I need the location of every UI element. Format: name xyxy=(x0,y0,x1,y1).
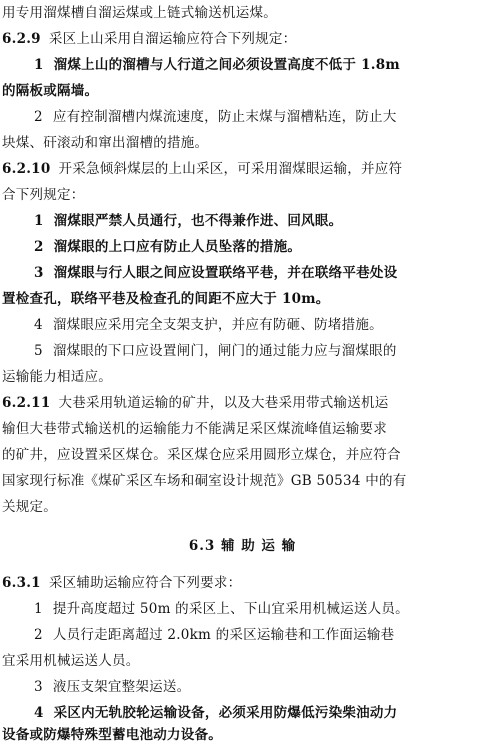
text-line: 置检查孔，联络平巷及检查孔的间距不应大于 10m。 xyxy=(2,291,330,307)
item-number: 3 xyxy=(34,679,43,695)
list-item: 4 溜煤眼应采用完全支架支护，并应有防砸、防堵措施。 xyxy=(34,317,383,333)
text-line: 块煤、矸滚动和窜出溜槽的措施。 xyxy=(2,135,209,151)
clause-number: 6.2.9 xyxy=(2,31,41,47)
section-heading: 6.3 辅 助 运 输 xyxy=(188,538,297,554)
text-line: 关规定。 xyxy=(2,499,57,515)
item-number: 2 xyxy=(34,239,44,255)
text-line: 国家现行标准《煤矿采区车场和硐室设计规范》GB 50534 中的有 xyxy=(2,473,407,489)
clause-number: 6.3.1 xyxy=(2,575,41,591)
clause-6-3-1: 6.3.1 采区辅助运输应符合下列要求： xyxy=(2,575,242,591)
item-number: 4 xyxy=(34,705,44,721)
clause-number: 6.2.11 xyxy=(2,395,51,411)
list-item: 2 应有控制溜槽内煤流速度，防止末煤与溜槽粘连，防止大 xyxy=(34,109,397,125)
list-item: 5 溜煤眼的下口应设置闸门，闸门的通过能力应与溜煤眼的 xyxy=(34,343,397,359)
text-line: 的隔板或隔墙。 xyxy=(2,83,99,99)
text-line: 用专用溜煤槽自溜运煤或上链式输送机运煤。 xyxy=(2,5,277,21)
list-item: 2 人员行走距离超过 2.0km 的采区运输巷和工作面运输巷 xyxy=(34,627,395,643)
text-line: 合下列规定： xyxy=(2,187,85,203)
item-number: 3 xyxy=(34,265,44,281)
clause-6-2-9: 6.2.9 采区上山采用自溜运输应符合下列规定： xyxy=(2,31,297,47)
item-number: 2 xyxy=(34,109,43,125)
list-item: 1 溜煤眼严禁人员通行，也不得兼作进、回风眼。 xyxy=(34,213,343,229)
clause-6-2-10: 6.2.10 开采急倾斜煤层的上山采区，可采用溜煤眼运输，并应符 xyxy=(2,161,403,177)
item-number: 1 xyxy=(34,57,44,73)
text-line: 运输能力相适应。 xyxy=(2,369,112,385)
clause-6-2-11: 6.2.11 大巷采用轨道运输的矿井，以及大巷采用带式输送机运 xyxy=(2,395,389,411)
list-item: 1 提升高度超过 50m 的采区上、下山宜采用机械运送人员。 xyxy=(34,601,409,617)
text-line: 设备或防爆特殊型蓄电池动力设备。 xyxy=(2,727,222,743)
item-number: 5 xyxy=(34,343,43,359)
text-line: 宜采用机械运送人员。 xyxy=(2,653,140,669)
list-item: 3 液压支架宜整架运送。 xyxy=(34,679,191,695)
text-line: 的矿井，应设置采区煤仓。采区煤仓应采用圆形立煤仓，并应符合 xyxy=(2,447,401,463)
item-number: 1 xyxy=(34,213,44,229)
list-item: 4 采区内无轨胶轮运输设备，必须采用防爆低污染柴油动力 xyxy=(34,705,398,721)
item-number: 1 xyxy=(34,601,43,617)
list-item: 1 溜煤上山的溜槽与人行道之间必须设置高度不低于 1.8m xyxy=(34,57,400,73)
list-item: 3 溜煤眼与行人眼之间应设置联络平巷，并在联络平巷处设 xyxy=(34,265,398,281)
list-item: 2 溜煤眼的上口应有防止人员坠落的措施。 xyxy=(34,239,302,255)
item-number: 4 xyxy=(34,317,43,333)
text-line: 输但大巷带式输送机的运输能力不能满足采区煤流峰值运输要求 xyxy=(2,421,387,437)
item-number: 2 xyxy=(34,627,43,643)
clause-number: 6.2.10 xyxy=(2,161,51,177)
